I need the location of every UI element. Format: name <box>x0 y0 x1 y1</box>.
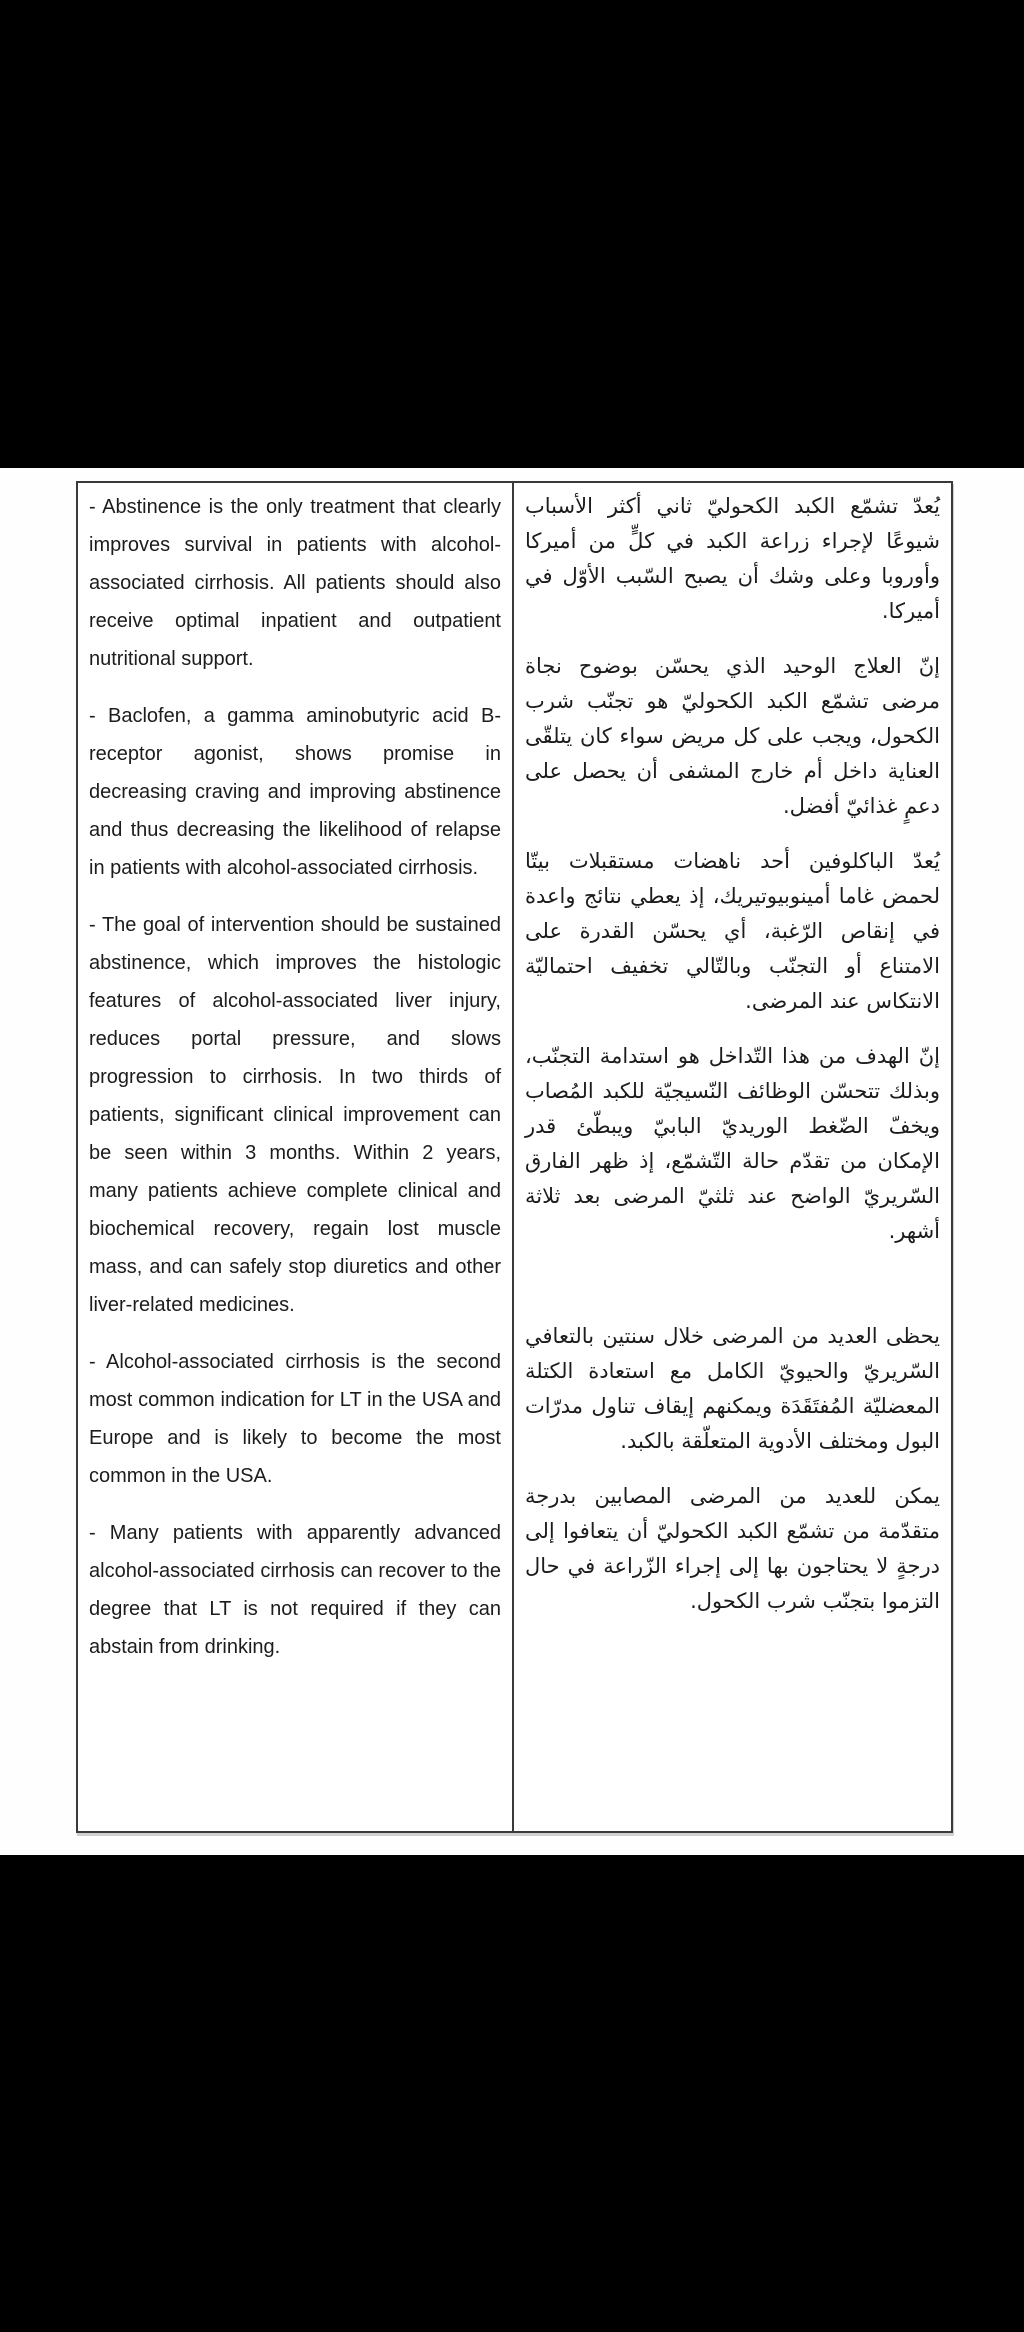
paragraph-en-3: - The goal of intervention should be sustained abstinence, which improves the histologic features of alcohol-associated liver injury, reduces portal pressure, and slows progression to cirrhosis. In two thirds of patients, significant clinical improvement can be seen within 3 months. Within 2 years, many patients achieve complete clinical and biochemical recovery, regain lost muscle mass, and can safely stop diuretics and other liver-related medicines. <box>89 914 501 1316</box>
paragraph-ar-2: إنّ العلاج الوحيد الذي يحسّن بوضوح نجاة مرضى تشمّع الكبد الكحوليّ هو تجنّب شرب الكحول، ويجب على كل مريض سواء كان يتلقّى العناية داخل أم خارج المشفى أن يحصل على دعمٍ غذائيّ أفضل. <box>525 654 940 818</box>
paragraph-ar-4: إنّ الهدف من هذا التّداخل هو استدامة التجنّب، وبذلك تتحسّن الوظائف النّسيجيّة للكبد المُصاب ويخفّ الضّغط الوريديّ البابيّ ويبطّئ قدر الإمكان من تقدّم حالة التّشمّع، إذ ظهر الفارق السّريريّ الواضح عند ثلثيّ المرضى بعد ثلاثة أشهر. <box>525 1044 940 1243</box>
paragraph-ar-6: يمكن للعديد من المرضى المصابين بدرجة متقدّمة من تشمّع الكبد الكحوليّ أن يتعافوا إلى درجةٍ لا يحتاجون بها إلى إجراء الزّراعة في حال التزموا بتجنّب شرب الكحول. <box>525 1484 940 1613</box>
letterbox-bottom <box>0 1855 1024 2332</box>
paragraph-en-5: - Many patients with apparently advanced alcohol-associated cirrhosis can recover to the degree that LT is not required if they can abstain from drinking. <box>89 1522 501 1658</box>
paragraph-en-1: - Abstinence is the only treatment that clearly improves survival in patients with alcohol-associated cirrhosis. All patients should also receive optimal inpatient and outpatient nutritional support. <box>89 496 501 670</box>
paragraph-en-2: - Baclofen, a gamma aminobutyric acid B-receptor agonist, shows promise in decreasing craving and improving abstinence and thus decreasing the likelihood of relapse in patients with alcohol-associated cirrhosis. <box>89 705 501 879</box>
letterbox-top <box>0 0 1024 468</box>
column-english <box>78 483 514 1831</box>
content-table <box>76 481 953 1833</box>
column-arabic <box>514 483 951 1831</box>
paragraph-ar-3: يُعدّ الباكلوفين أحد ناهضات مستقبلات بيتّا لحمض غاما أمينوبيوتيريك، إذ يعطي نتائج واعدة في إنقاص الرّغبة، أي يحسّن القدرة على الامتناع أو التجنّب وبالتّالي تخفيف احتماليّة الانتكاس عند المرضى. <box>525 849 940 1013</box>
paragraph-en-4: - Alcohol-associated cirrhosis is the second most common indication for LT in the USA and Europe and is likely to become the most common in the USA. <box>89 1351 501 1487</box>
document-page <box>0 468 1024 1855</box>
paragraph-ar-1: يُعدّ تشمّع الكبد الكحوليّ ثاني أكثر الأسباب شيوعًا لإجراء زراعة الكبد في كلٍّ من أميركا وأوروبا وعلى وشك أن يصبح السّبب الأوّل في أميركا. <box>525 494 940 623</box>
paragraph-ar-5: يحظى العديد من المرضى خلال سنتين بالتعافي السّريريّ والحيويّ الكامل مع استعادة الكتلة المعضليّة المُفتَقَدَة ويمكنهم إيقاف تناول مدرّات البول ومختلف الأدوية المتعلّقة بالكبد. <box>525 1324 940 1453</box>
